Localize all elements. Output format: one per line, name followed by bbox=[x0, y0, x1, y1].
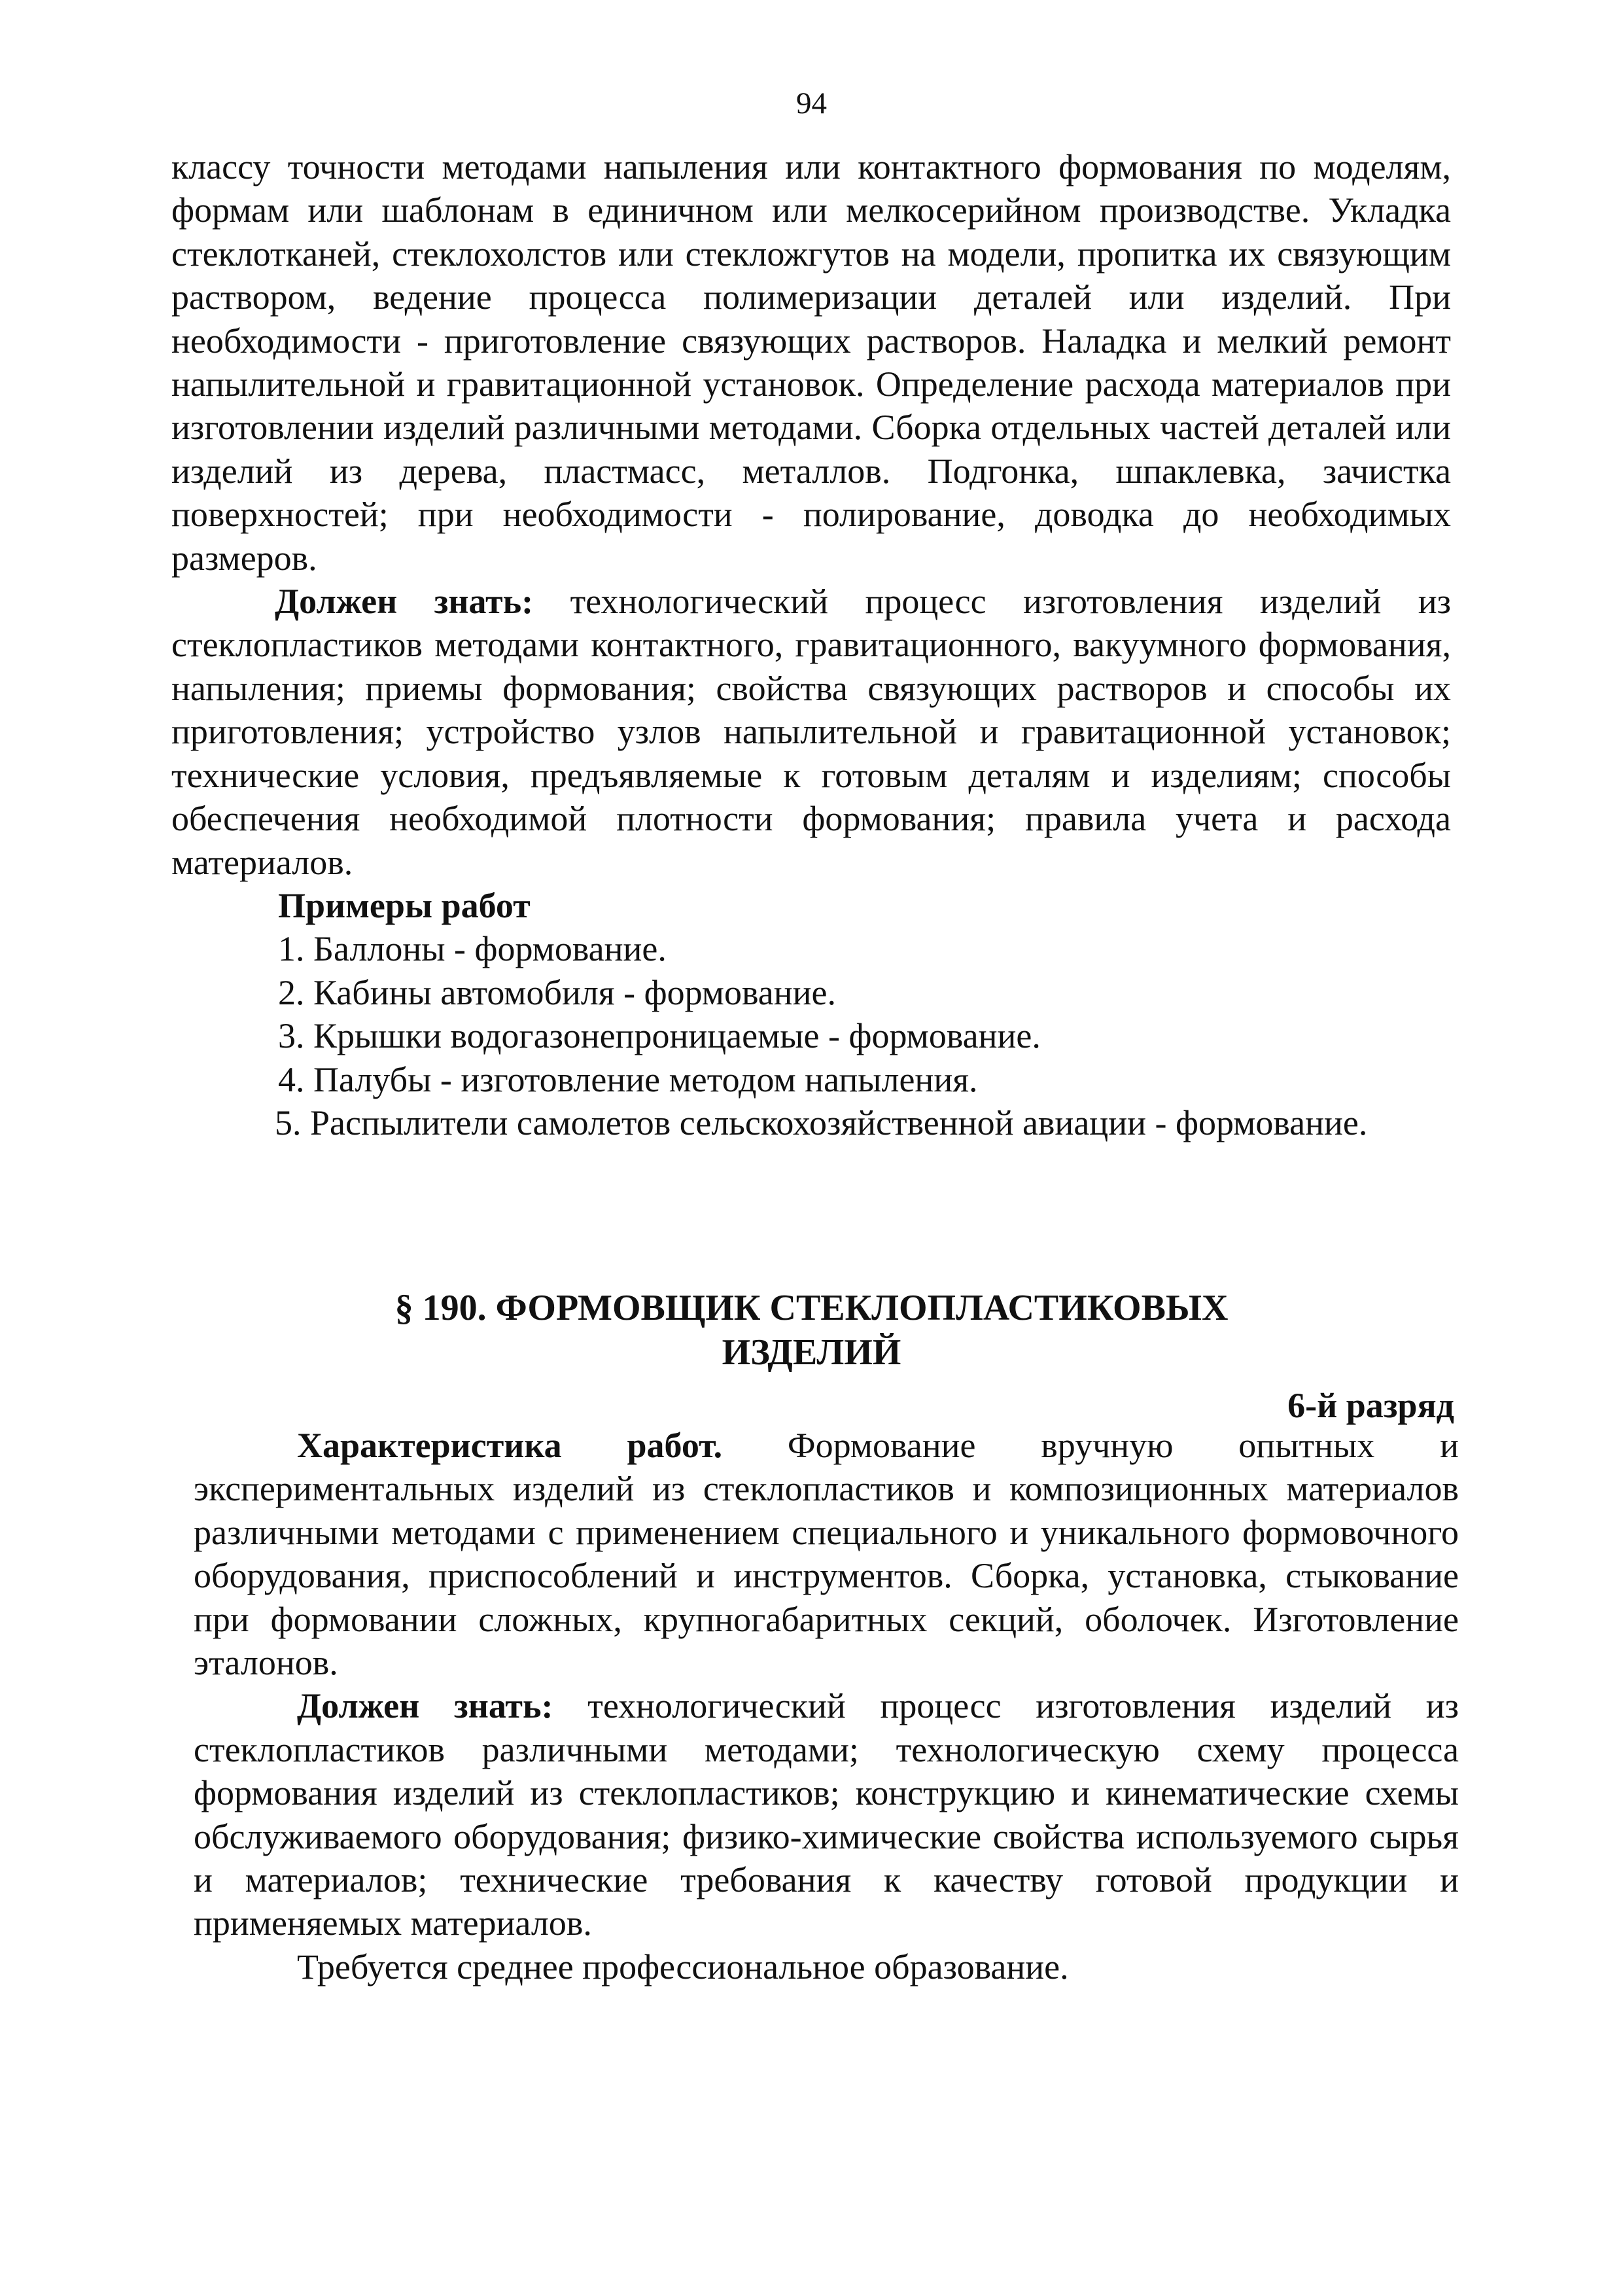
example-item: 1. Баллоны - формование. bbox=[278, 929, 667, 969]
section-title bbox=[0, 1286, 1623, 1375]
characteristics-text: Формование вручную опытных и экспериментальных изделий из стеклопластиков и композиционных материалов различными методами с применением специального и уникального формовочного оборудования, приспособлений и инструментов. Сборка, установка, стыкование при формовании сложных, крупногабаритных секций, оболочек. Изготовление эталонов. bbox=[194, 1426, 1459, 1683]
example-item: 4. Палубы - изготовление методом напыления. bbox=[278, 1059, 978, 1099]
characteristics-paragraph bbox=[194, 1424, 1459, 1684]
grade-label: 6-й разряд bbox=[1287, 1386, 1454, 1425]
example-item: 2. Кабины автомобиля - формование. bbox=[278, 972, 836, 1012]
must-know-text: технологический процесс изготовления изделий из стеклопластиков методами контактного, гравитационного, вакуумного формования, напыления; приемы формования; свойства связующих растворов и способы их приготовления; устройство узлов напылительной и гравитационной установок; технические условия, предъявляемые к готовым деталям и изделиям; способы обеспечения необходимой плотности формования; правила учета и расхода материалов. bbox=[171, 582, 1451, 882]
must-know-paragraph bbox=[171, 580, 1451, 884]
section-title-line1: § 190. ФОРМОВЩИК СТЕКЛОПЛАСТИКОВЫХ bbox=[394, 1288, 1229, 1328]
continuation-paragraph: классу точности методами напыления или контактного формования по моделям, формам или шаблонам в единичном или мелкосерийном производстве. Укладка стеклотканей, стеклохолстов или стекложгутов на модели, пропитка их связующим раствором, ведение процесса полимеризации деталей или изделий. При необходимости - приготовление связующих растворов. Наладка и мелкий ремонт напылительной и гравитационной установок. Определение расхода материалов при изготовлении изделий различными методами. Сборка отдельных частей деталей или изделий из дерева, пластмасс, металлов. Подгонка, шпаклевка, зачистка поверхностей; при необходимости - полирование, доводка до необходимых размеров. bbox=[171, 147, 1451, 578]
page-number: 94 bbox=[796, 86, 827, 120]
section-must-know-label: Должен знать: bbox=[297, 1686, 553, 1726]
requirement-paragraph: Требуется среднее профессиональное образование. bbox=[297, 1947, 1069, 1987]
section-body bbox=[194, 1424, 1459, 1988]
example-item: 5. Распылители самолетов сельскохозяйственной авиации - формование. bbox=[275, 1103, 1368, 1142]
section-must-know-text: технологический процесс изготовления изделий из стеклопластиков различными методами; технологическую схему процесса формования изделий из стеклопластиков; конструкцию и кинематические схемы обслуживаемого оборудования; физико-химические свойства используемого сырья и материалов; технические требования к качеству готовой продукции и применяемых материалов. bbox=[194, 1686, 1459, 1943]
intro-block bbox=[171, 145, 1451, 1144]
section-must-know-paragraph bbox=[194, 1684, 1459, 1945]
characteristics-label: Характеристика работ. bbox=[297, 1426, 723, 1465]
examples-heading: Примеры работ bbox=[278, 885, 531, 925]
must-know-label: Должен знать: bbox=[275, 582, 534, 622]
example-item: 3. Крышки водогазонепроницаемые - формование. bbox=[278, 1016, 1041, 1056]
section-title-line2: ИЗДЕЛИЙ bbox=[722, 1332, 901, 1373]
